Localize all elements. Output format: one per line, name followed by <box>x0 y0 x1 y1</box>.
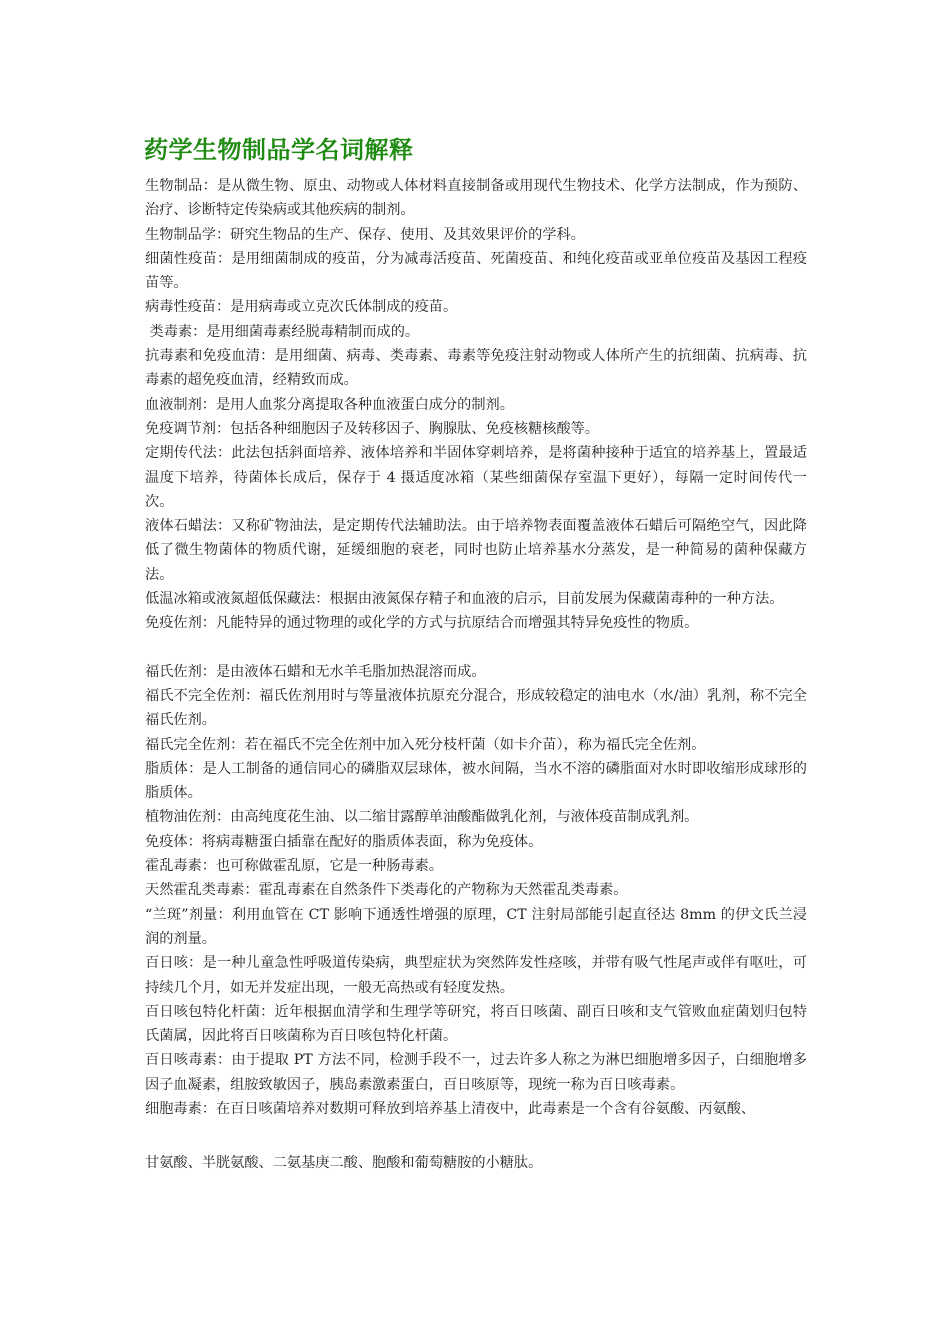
definition-paragraph: 细胞毒素：在百日咳菌培养对数期可释放到培养基上清夜中，此毒素是一个含有谷氨酸、丙氨酸、 <box>145 1100 756 1117</box>
definition-paragraph: 福氏完全佐剂：若在福氏不完全佐剂中加入死分枝杆菌（如卡介苗），称为福氏完全佐剂。 <box>145 736 706 753</box>
definition-paragraph: “兰斑”剂量：利用血管在 CT 影响下通透性增强的原理，CT 注射局部能引起直径达 8mm 的伊文氏兰浸润的剂量。 <box>145 906 807 947</box>
definition-paragraph: 福氏不完全佐剂：福氏佐剂用时与等量液体抗原充分混合，形成较稳定的油电水（水/油）乳剂，称不完全福氏佐剂。 <box>145 687 807 729</box>
definition-paragraph: 霍乱毒素：也可称做霍乱原，它是一种肠毒素。 <box>145 858 443 875</box>
definition-paragraph: 血液制剂：是用人血浆分离提取各种血液蛋白成分的制剂。 <box>145 396 514 413</box>
definition-paragraph: 植物油佐剂：由高纯度花生油、以二缩甘露醇单油酸酯做乳化剂，与液体疫苗制成乳剂。 <box>145 809 699 826</box>
definition-paragraph: 天然霍乱类毒素：霍乱毒素在自然条件下类毒化的产物称为天然霍乱类毒素。 <box>145 882 628 899</box>
definition-paragraph: 低温冰箱或液氮超低保藏法：根据由液氮保存精子和血液的启示，目前发展为保藏菌毒种的一种方法。 <box>145 591 784 608</box>
definition-paragraph: 百日咳：是一种儿童急性呼吸道传染病，典型症状为突然阵发性痉咳，并带有吸气性尾声或伴有呕吐，可持续几个月，如无并发症出现，一般无高热或有轻度发热。 <box>145 955 807 996</box>
definition-paragraph: 百日咳包特化杆菌：近年根据血清学和生理学等研究，将百日咳菌、副百日咳和支气管败血症菌划归包特氏菌属，因此将百日咳菌称为百日咳包特化杆菌。 <box>145 1003 807 1045</box>
definition-paragraph: 生物制品学：研究生物品的生产、保存、使用、及其效果评价的学科。 <box>145 226 585 243</box>
definition-paragraph: 抗毒素和免疫血清：是用细菌、病毒、类毒素、毒素等免疫注射动物或人体所产生的抗细菌、抗病毒、抗毒素的超免疫血清，经精致而成。 <box>145 348 807 389</box>
definition-paragraph: 甘氨酸、半胱氨酸、二氨基庚二酸、胞酸和葡萄糖胺的小糖肽。 <box>145 1155 543 1172</box>
definition-paragraph: 脂质体：是人工制备的通信同心的磷脂双层球体，被水间隔，当水不溶的磷脂面对水时即收缩形成球形的脂质体。 <box>145 760 807 802</box>
definition-paragraph: 生物制品：是从微生物、原虫、动物或人体材料直接制备或用现代生物技术、化学方法制成，作为预防、治疗、诊断特定传染病或其他疾病的制剂。 <box>145 178 807 219</box>
definition-paragraph: 细菌性疫苗：是用细菌制成的疫苗，分为减毒活疫苗、死菌疫苗、和纯化疫苗或亚单位疫苗及基因工程疫苗等。 <box>145 250 807 292</box>
definition-paragraph: 免疫佐剂：凡能特异的通过物理的或化学的方式与抗原结合而增强其特异免疫性的物质。 <box>145 615 699 632</box>
definition-paragraph: 类毒素：是用细菌毒素经脱毒精制而成的。 <box>145 323 420 340</box>
definition-paragraph: 液体石蜡法：又称矿物油法，是定期传代法辅助法。由于培养物表面覆盖液体石蜡后可隔绝空气，因此降低了微生物菌体的物质代谢，延缓细胞的衰老，同时也防止培养基水分蒸发，是一种简易的菌种保藏方法。 <box>145 518 807 583</box>
definition-paragraph: 免疫体：将病毒糖蛋白插靠在配好的脂质体表面，称为免疫体。 <box>145 833 543 850</box>
definition-paragraph: 病毒性疫苗：是用病毒或立克次氏体制成的疫苗。 <box>145 299 458 316</box>
definition-paragraph: 福氏佐剂：是由液体石蜡和无水羊毛脂加热混溶而成。 <box>145 663 486 680</box>
definition-paragraph: 定期传代法：此法包括斜面培养、液体培养和半固体穿刺培养，是将菌种接种于适宜的培养基上，置最适温度下培养，待菌体长成后，保存于 4 摄适度冰箱（某些细菌保存室温下更好），每隔一定时间传代一次。 <box>145 445 807 510</box>
document-body <box>145 174 807 1176</box>
document-title: 药学生物制品学名词解释 <box>144 136 414 164</box>
definition-paragraph: 免疫调节剂：包括各种细胞因子及转移因子、胸腺肽、免疫核糖核酸等。 <box>145 420 600 437</box>
definition-paragraph: 百日咳毒素：由于提取 PT 方法不同，检测手段不一，过去许多人称之为淋巴细胞增多因子，白细胞增多因子血凝素，组胺致敏因子，胰岛素激素蛋白，百日咳原等，现统一称为百日咳毒素。 <box>145 1052 807 1093</box>
